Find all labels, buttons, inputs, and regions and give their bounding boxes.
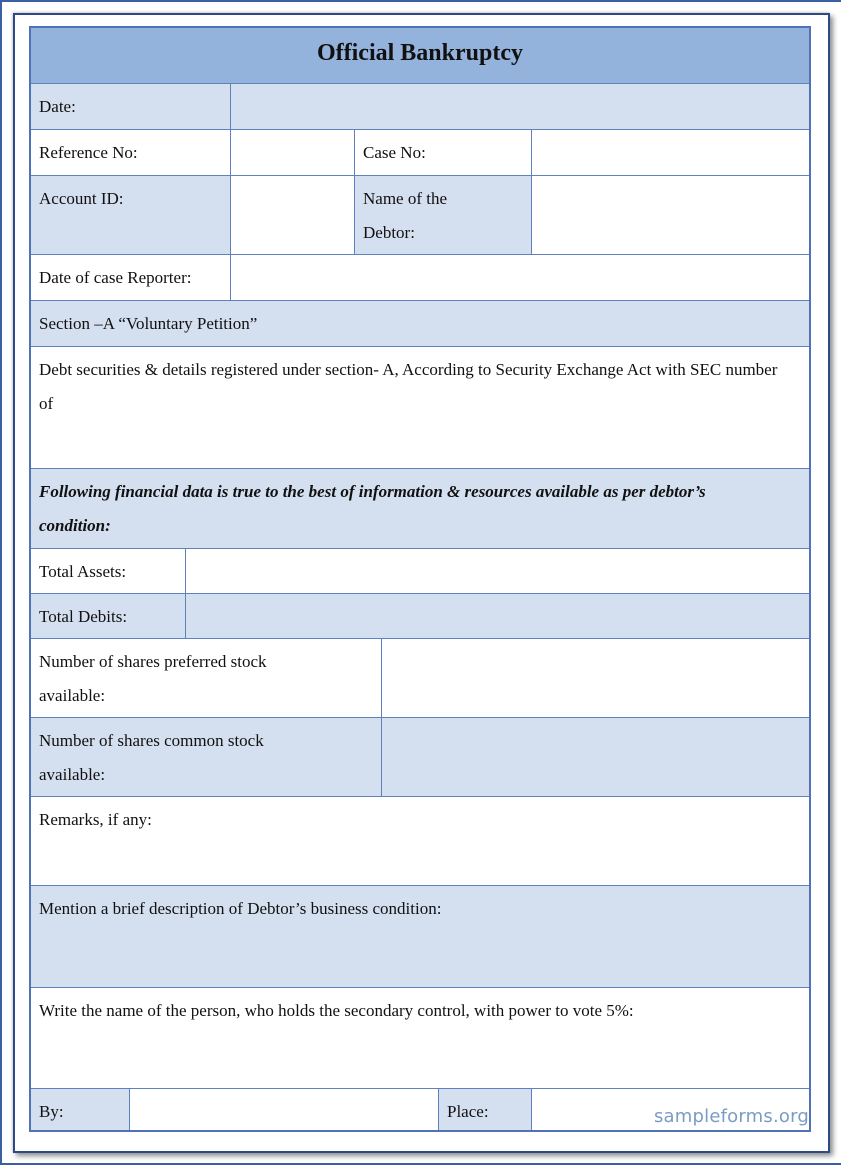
- date-field[interactable]: [231, 84, 809, 130]
- reference-label: Reference No:: [31, 130, 231, 176]
- by-field[interactable]: [130, 1089, 439, 1130]
- debtor-name-field[interactable]: [532, 176, 809, 255]
- secondary-control-field[interactable]: Write the name of the person, who holds the secondary control, with power to vote 5%:: [31, 988, 809, 1089]
- total-debits-label: Total Debits:: [31, 594, 186, 639]
- reporter-field[interactable]: [231, 255, 809, 301]
- debtor-name-label: Name of the Debtor:: [355, 176, 532, 255]
- bankruptcy-form: [29, 26, 811, 1132]
- date-label: Date:: [31, 84, 231, 130]
- form-title: Official Bankruptcy: [31, 28, 809, 84]
- total-assets-field[interactable]: [186, 549, 809, 594]
- remarks-field[interactable]: Remarks, if any:: [31, 797, 809, 886]
- case-field[interactable]: [532, 130, 809, 176]
- total-assets-label: Total Assets:: [31, 549, 186, 594]
- total-debits-field[interactable]: [186, 594, 809, 639]
- reference-field[interactable]: [231, 130, 355, 176]
- account-field[interactable]: [231, 176, 355, 255]
- case-label: Case No:: [355, 130, 532, 176]
- watermark-text: sampleforms.org: [653, 1106, 809, 1127]
- common-stock-label: Number of shares common stock available:: [31, 718, 382, 797]
- financial-statement: Following financial data is true to the best of information & resources available as per debtor’s condition:: [31, 469, 809, 549]
- account-label: Account ID:: [31, 176, 231, 255]
- by-label: By:: [31, 1089, 130, 1130]
- place-label: Place:: [439, 1089, 532, 1130]
- section-a-heading: Section –A “Voluntary Petition”: [31, 301, 809, 347]
- debt-securities-text: Debt securities & details registered under section- A, According to Security Exchange Act with SEC number of: [31, 347, 809, 469]
- reporter-label: Date of case Reporter:: [31, 255, 231, 301]
- preferred-stock-field[interactable]: [382, 639, 809, 718]
- preferred-stock-label: Number of shares preferred stock available:: [31, 639, 382, 718]
- common-stock-field[interactable]: [382, 718, 809, 797]
- business-condition-field[interactable]: Mention a brief description of Debtor’s business condition:: [31, 886, 809, 988]
